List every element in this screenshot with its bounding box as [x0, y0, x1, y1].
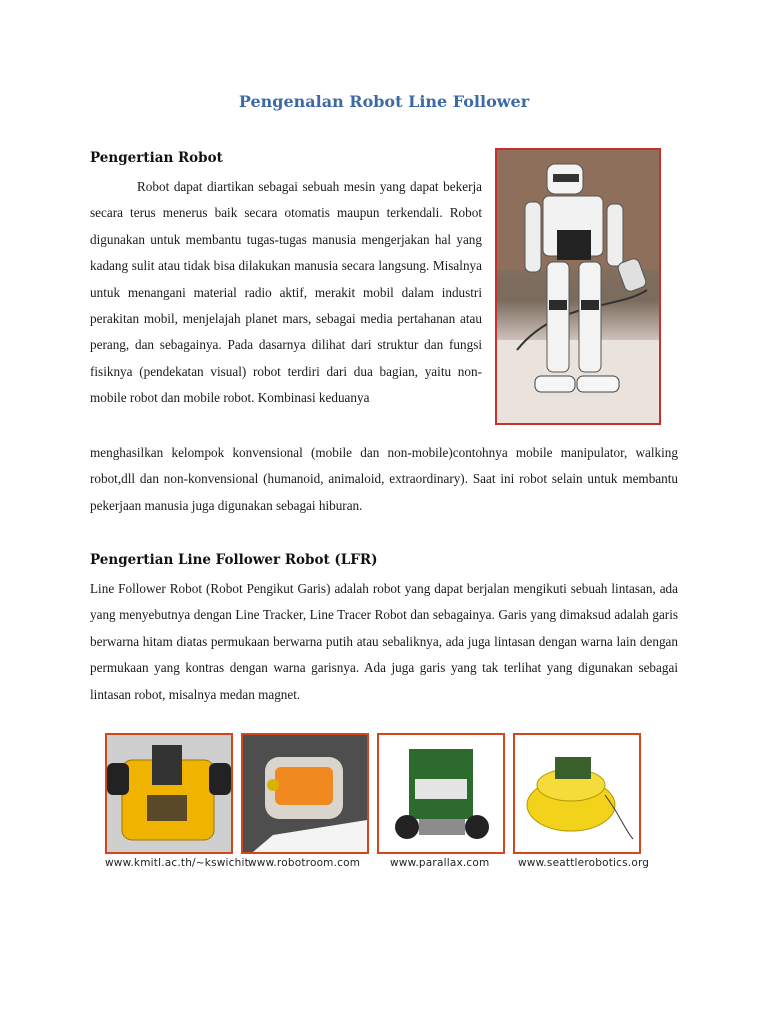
caption-4: www.seattlerobotics.org	[518, 857, 650, 869]
caption-3: www.parallax.com	[390, 857, 490, 869]
robot-paragraph-wrapped: Robot dapat diartikan sebagai sebuah mesin yang dapat bekerja secara terus menerus baik secara otomatis maupun terkendali. Robot digunakan untuk membantu tugas-tugas manusia mengerjakan hal yang kadang sulit atau tidak bisa dilakukan manusia secara langsung. Misalnya untuk menangani material radio aktif, merakit mobil dalam industri perakitan mobil, menjelajah planet mars, sebagai media pertahanan atau perang, dan sebagainya. Pada dasarnya dilihat dari struktur dan fungsi fisiknya (pendekatan visual) robot terdiri dari dua bagian, yaitu non-mobile robot dan mobile robot. Kombinasi keduanya	[90, 179, 482, 406]
caption-2: www.robotroom.com	[248, 857, 361, 869]
lfr-image-3	[377, 733, 505, 854]
lfr-paragraph: Line Follower Robot (Robot Pengikut Garis) adalah robot yang dapat berjalan mengikuti sebuah lintasan, ada yang menyebutnya dengan Line Tracker, Line Tracer Robot dan sebagainya. Garis yang dimaksud adalah garis berwarna hitam diatas permukaan berwarna putih atau sebaliknya, ada juga lintasan dengan warna lain dengan permukaan yang kontras dengan warna garisnya. Ada juga garis yang tak terlihat yang digunakan sebagai lintasan robot, misalnya medan magnet.	[90, 581, 678, 702]
lfr-image-1	[105, 733, 233, 854]
caption-1: www.kmitl.ac.th/~kswichit	[105, 857, 249, 869]
section-heading-robot: Pengertian Robot	[90, 150, 223, 166]
humanoid-robot-image	[495, 148, 661, 425]
robot-image-gallery	[105, 733, 650, 878]
lfr-image-2	[241, 733, 369, 854]
humanoid-robot-illustration	[497, 150, 659, 423]
robot-paragraph-continued: menghasilkan kelompok konvensional (mobile dan non-mobile)contohnya mobile manipulator, walking robot,dll dan non-konvensional (humanoid, animaloid, extraordinary). Saat ini robot selain untuk membantu pekerjaan manusia juga digunakan sebagai hiburan.	[90, 445, 678, 513]
document-title: Pengenalan Robot Line Follower	[238, 92, 530, 111]
lfr-image-4	[513, 733, 641, 854]
section-heading-lfr: Pengertian Line Follower Robot (LFR)	[90, 552, 378, 568]
